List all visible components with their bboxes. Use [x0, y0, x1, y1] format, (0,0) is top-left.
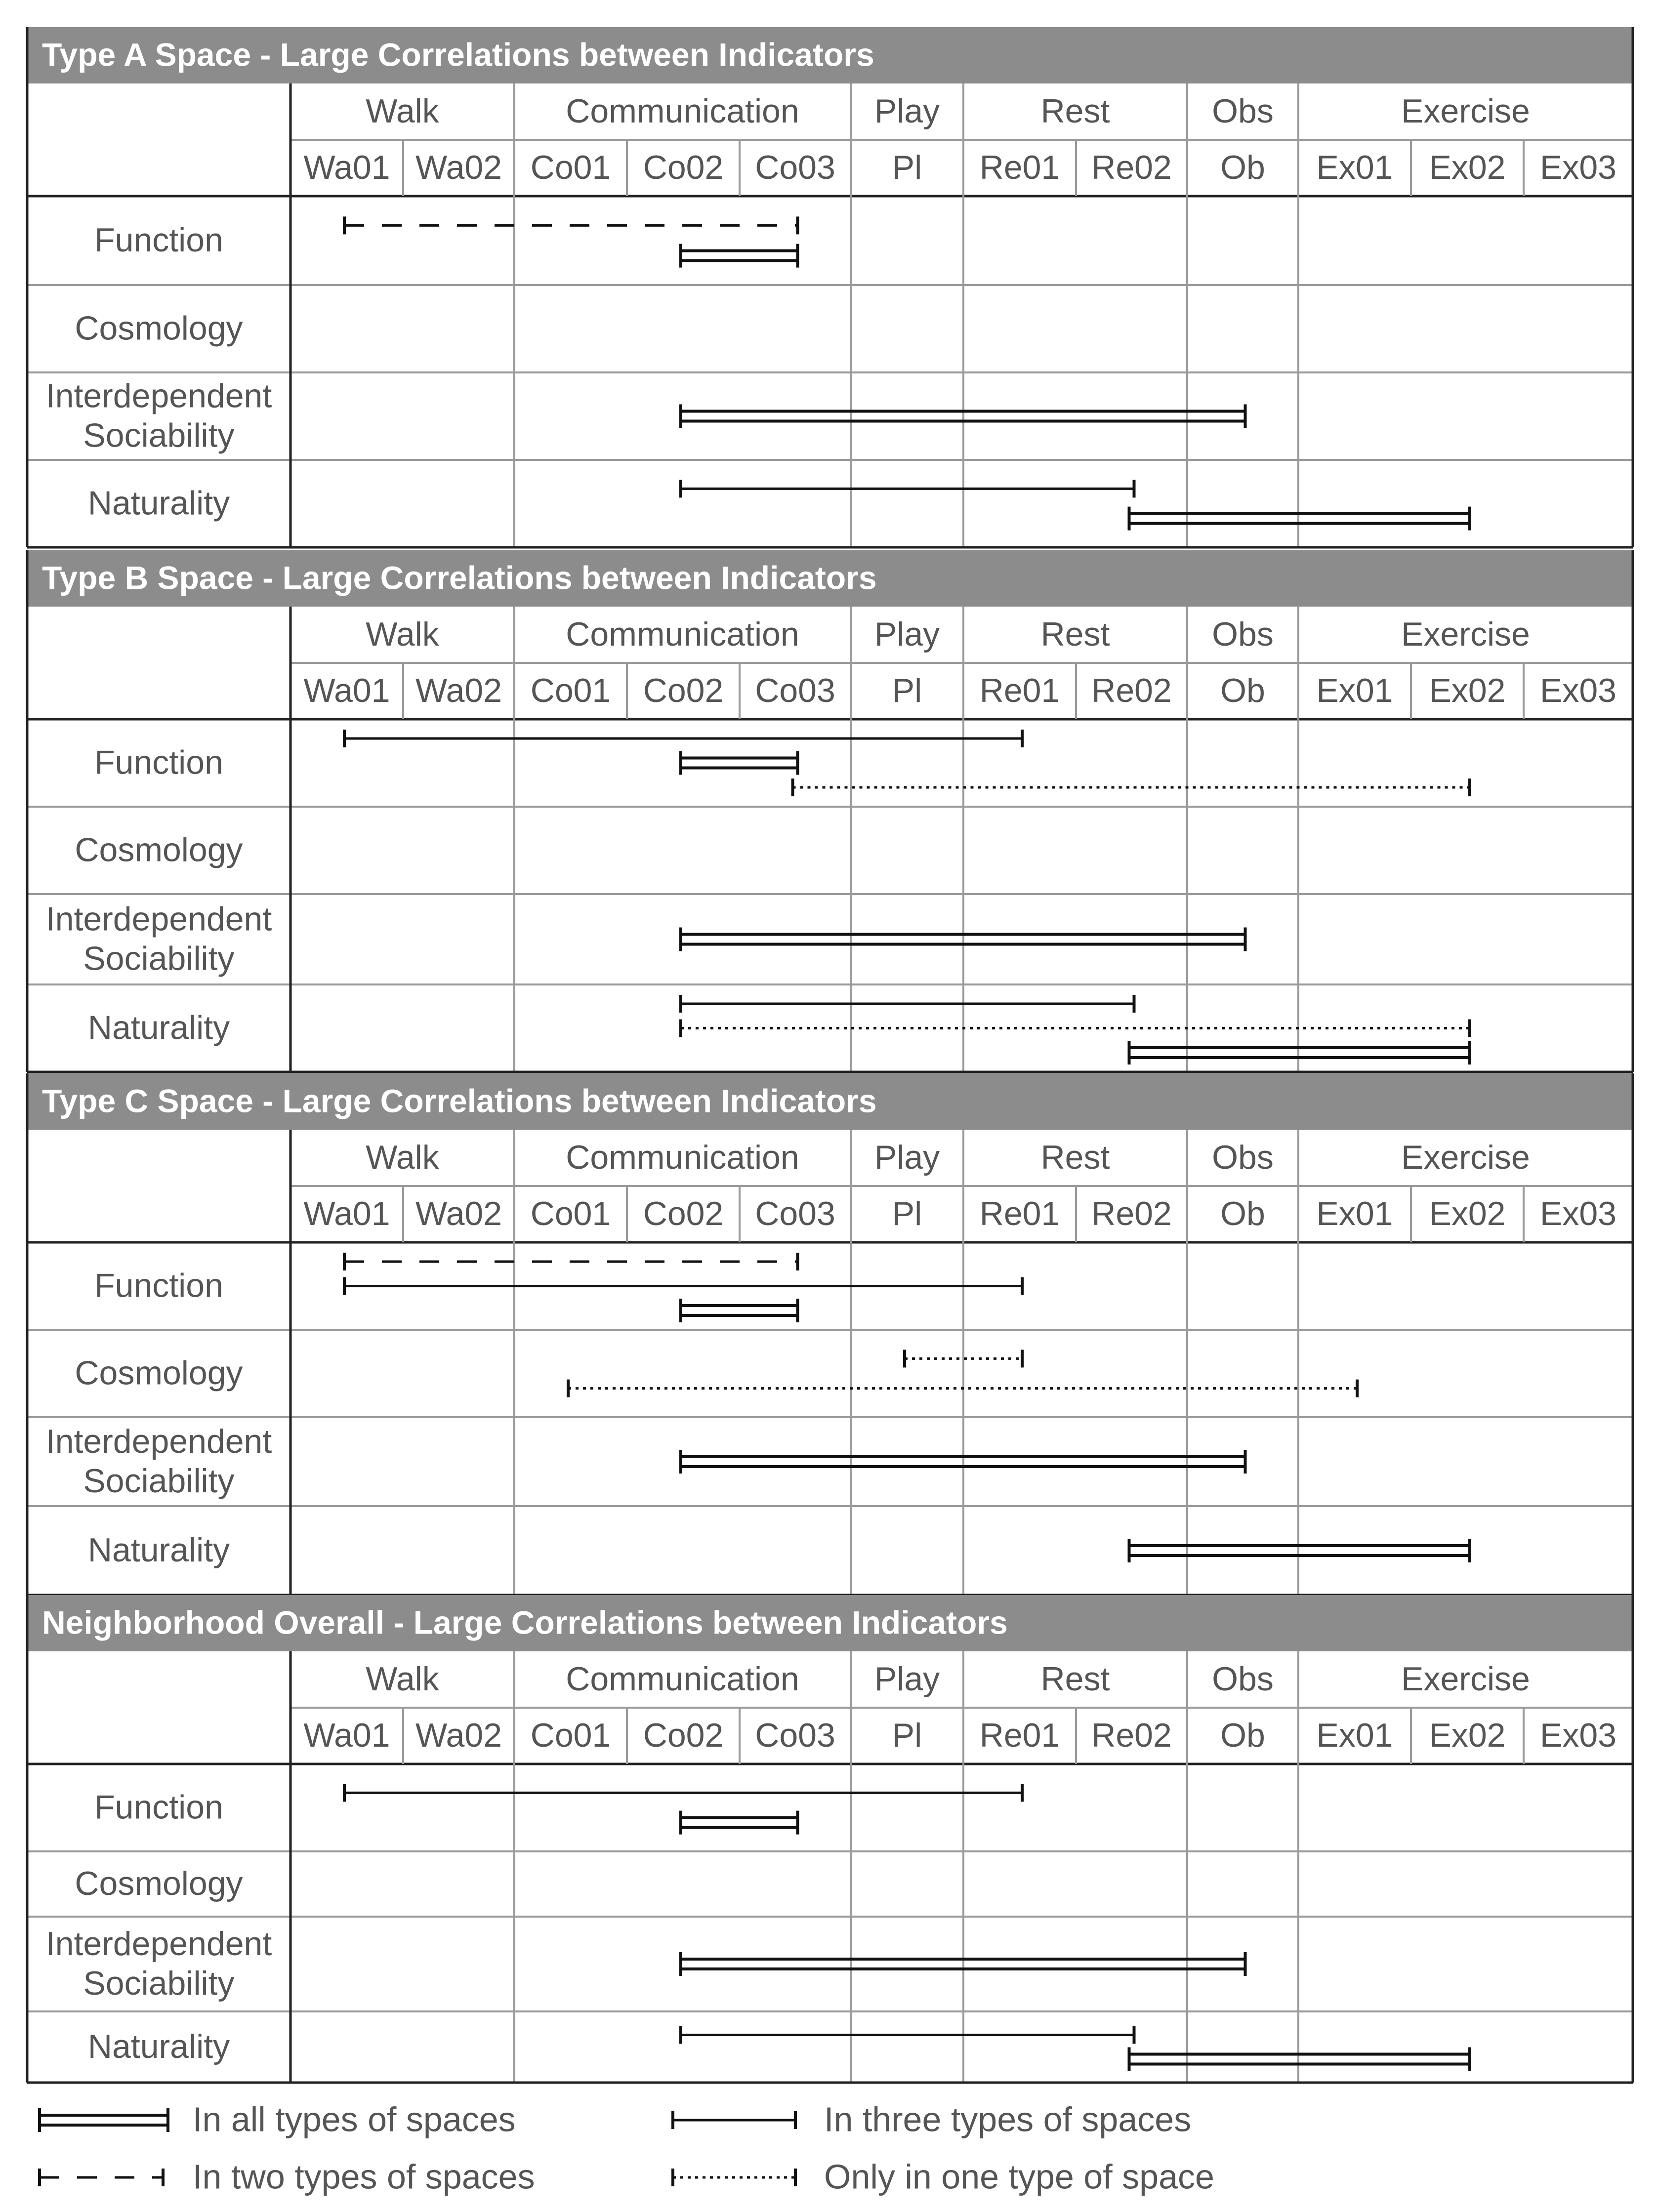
correlation-link — [681, 1811, 798, 1835]
column-header: Co01 — [530, 148, 611, 186]
group-header: Walk — [366, 1138, 439, 1176]
column-header: Ob — [1220, 1716, 1265, 1754]
column-header: Ex02 — [1429, 1194, 1506, 1232]
group-header: Exercise — [1401, 92, 1530, 130]
legend-swatch-all — [40, 2108, 168, 2132]
column-header: Re02 — [1091, 671, 1172, 709]
legend-label: In all types of spaces — [193, 2100, 516, 2139]
legend-swatch-one — [673, 2169, 795, 2186]
column-header: Co02 — [643, 671, 724, 709]
column-header: Co03 — [755, 671, 835, 709]
row-label: Naturality — [87, 1531, 230, 1569]
column-header: Co03 — [755, 148, 835, 186]
correlation-link — [681, 995, 1134, 1013]
panel-title: Type A Space - Large Correlations between Indicators — [42, 36, 874, 73]
column-header: Ex02 — [1429, 671, 1506, 709]
row-label: Naturality — [87, 484, 230, 522]
group-header: Communication — [566, 1138, 799, 1176]
row-label: Cosmology — [75, 309, 243, 347]
row-label: Cosmology — [75, 831, 243, 869]
column-header: Ex01 — [1316, 671, 1393, 709]
column-header: Wa02 — [415, 148, 502, 186]
panel-4 — [27, 1595, 1633, 2083]
column-header: Wa02 — [415, 1194, 502, 1232]
column-header: Re01 — [979, 148, 1060, 186]
group-header: Obs — [1212, 1660, 1274, 1698]
column-header: Ex01 — [1316, 148, 1393, 186]
group-header: Rest — [1040, 1138, 1110, 1176]
legend — [40, 2100, 1214, 2196]
group-header: Exercise — [1401, 1660, 1530, 1698]
column-header: Co01 — [530, 1716, 611, 1754]
column-header: Wa02 — [415, 671, 502, 709]
column-header: Re02 — [1091, 1716, 1172, 1754]
column-header: Co03 — [755, 1194, 835, 1232]
panel-2 — [27, 550, 1633, 1072]
row-label: Cosmology — [75, 1864, 243, 1902]
column-header: Ex02 — [1429, 1716, 1506, 1754]
correlation-link — [793, 778, 1470, 796]
panel-title: Type B Space - Large Correlations between Indicators — [42, 559, 877, 596]
column-header: Ex03 — [1540, 148, 1617, 186]
group-header: Obs — [1212, 92, 1274, 130]
column-header: Re01 — [979, 1194, 1060, 1232]
legend-item-two — [40, 2157, 535, 2196]
row-label: Sociability — [83, 416, 235, 454]
row-label: Interdependent — [45, 377, 272, 415]
correlation-link — [1129, 1539, 1470, 1562]
group-header: Communication — [566, 1660, 799, 1698]
group-header: Exercise — [1401, 615, 1530, 653]
correlation-link — [681, 244, 798, 268]
column-header: Re01 — [979, 1716, 1060, 1754]
row-label: Function — [94, 1788, 223, 1826]
group-header: Obs — [1212, 1138, 1274, 1176]
row-label: Interdependent — [45, 900, 272, 938]
correlation-link — [344, 1784, 1022, 1802]
column-header: Re01 — [979, 671, 1060, 709]
panel-1 — [27, 27, 1633, 547]
column-header: Wa01 — [303, 1716, 390, 1754]
column-header: Ex03 — [1540, 671, 1617, 709]
column-header: Re02 — [1091, 1194, 1172, 1232]
legend-item-three — [673, 2100, 1191, 2138]
panel-title: Neighborhood Overall - Large Correlations between Indicators — [42, 1604, 1008, 1641]
group-header: Exercise — [1401, 1138, 1530, 1176]
legend-label: Only in one type of space — [824, 2157, 1214, 2196]
column-header: Co01 — [530, 1194, 611, 1232]
legend-label: In three types of spaces — [824, 2100, 1192, 2139]
column-header: Ob — [1220, 671, 1265, 709]
column-header: Co02 — [643, 1194, 724, 1232]
correlation-link — [344, 730, 1022, 747]
group-header: Walk — [366, 615, 439, 653]
correlation-link — [681, 1299, 798, 1322]
row-label: Sociability — [83, 1462, 235, 1500]
column-header: Wa01 — [303, 671, 390, 709]
column-header: Wa01 — [303, 148, 390, 186]
group-header: Rest — [1040, 1660, 1110, 1698]
legend-label: In two types of spaces — [193, 2157, 535, 2196]
row-label: Function — [94, 743, 223, 781]
column-header: Pl — [892, 1716, 922, 1754]
legend-item-one — [673, 2157, 1214, 2196]
column-header: Ob — [1220, 148, 1265, 186]
correlation-link — [344, 1253, 798, 1270]
group-header: Walk — [366, 92, 439, 130]
column-header: Co03 — [755, 1716, 835, 1754]
group-header: Play — [874, 1660, 940, 1698]
column-header: Pl — [892, 671, 922, 709]
row-label: Interdependent — [45, 1925, 272, 1963]
correlation-link — [344, 216, 798, 234]
row-label: Naturality — [87, 2027, 230, 2065]
legend-swatch-three — [673, 2111, 795, 2129]
row-label: Sociability — [83, 940, 235, 978]
column-header: Re02 — [1091, 148, 1172, 186]
column-header: Ex01 — [1316, 1194, 1393, 1232]
row-label: Naturality — [87, 1009, 230, 1047]
correlation-link — [681, 1020, 1470, 1037]
group-header: Communication — [566, 615, 799, 653]
column-header: Pl — [892, 148, 922, 186]
column-header: Co02 — [643, 148, 724, 186]
column-header: Ob — [1220, 1194, 1265, 1232]
correlation-link — [1129, 1041, 1470, 1065]
group-header: Obs — [1212, 615, 1274, 653]
column-header: Ex03 — [1540, 1716, 1617, 1754]
column-header: Co02 — [643, 1716, 724, 1754]
correlation-link — [681, 751, 798, 775]
row-label: Function — [94, 221, 223, 259]
column-header: Co01 — [530, 671, 611, 709]
row-label: Cosmology — [75, 1354, 243, 1392]
row-label: Function — [94, 1267, 223, 1305]
column-header: Pl — [892, 1194, 922, 1232]
correlation-link — [1129, 507, 1470, 531]
group-header: Play — [874, 1138, 940, 1176]
column-header: Ex02 — [1429, 148, 1506, 186]
column-header: Ex03 — [1540, 1194, 1617, 1232]
legend-swatch-two — [40, 2169, 163, 2186]
group-header: Play — [874, 615, 940, 653]
panel-3 — [27, 1073, 1633, 1595]
column-header: Wa01 — [303, 1194, 390, 1232]
correlation-link — [344, 1277, 1022, 1295]
correlation-link — [1129, 2047, 1470, 2071]
correlation-link — [681, 480, 1134, 497]
legend-item-all — [40, 2100, 516, 2138]
group-header: Play — [874, 92, 940, 130]
column-header: Wa02 — [415, 1716, 502, 1754]
column-header: Ex01 — [1316, 1716, 1393, 1754]
panel-title: Type C Space - Large Correlations between Indicators — [42, 1082, 877, 1119]
row-label: Sociability — [83, 1964, 235, 2002]
group-header: Communication — [566, 92, 799, 130]
group-header: Rest — [1040, 615, 1110, 653]
group-header: Walk — [366, 1660, 439, 1698]
row-label: Interdependent — [45, 1422, 272, 1460]
correlation-link — [681, 2026, 1134, 2044]
group-header: Rest — [1040, 92, 1110, 130]
